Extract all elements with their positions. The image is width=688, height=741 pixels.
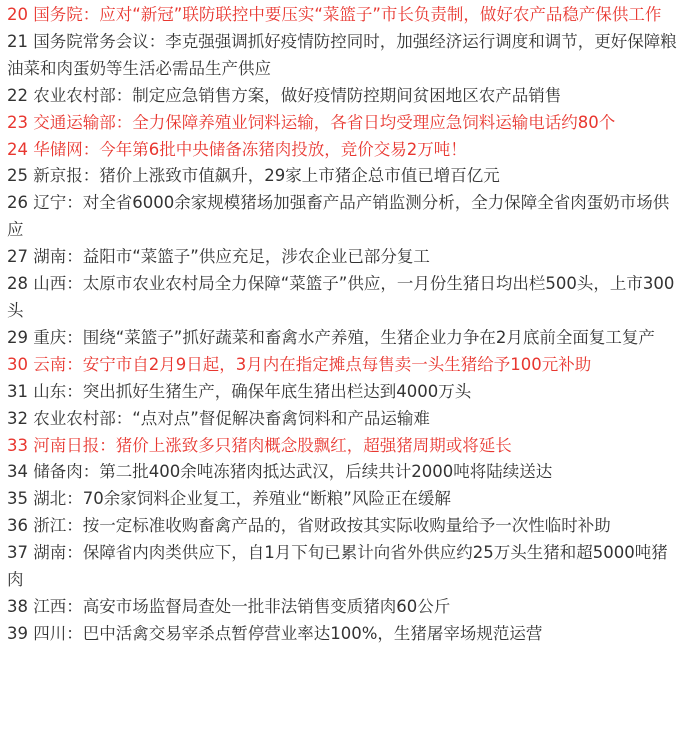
news-item: 32 农业农村部：“点对点”督促解决畜禽饲料和产品运输难 xyxy=(7,408,430,428)
news-item: 38 江西：高安市场监督局查处一批非法销售变质猪肉60公斤 xyxy=(7,596,451,616)
news-item: 29 重庆：围绕“菜篮子”抓好蔬菜和畜禽水产养殖，生猪企业力争在2月底前全面复工复产 xyxy=(7,327,655,347)
news-item: 25 新京报：猪价上涨致市值飙升，29家上市猪企总市值已增百亿元 xyxy=(7,166,500,186)
news-item: 31 山东：突出抓好生猪生产，确保年底生猪出栏达到4000万头 xyxy=(7,381,472,401)
news-item: 34 储备肉：第二批400余吨冻猪肉抵达武汉，后续共计2000吨将陆续送达 xyxy=(7,462,553,482)
news-item: 20 国务院：应对“新冠”联防联控中要压实“菜篮子”市长负责制，做好农产品稳产保供工作 xyxy=(7,5,662,24)
news-item: 33 河南日报：猪价上涨致多只猪肉概念股飘红，超强猪周期或将延长 xyxy=(7,435,512,455)
news-item: 22 农业农村部：制定应急销售方案，做好疫情防控期间贫困地区农产品销售 xyxy=(7,85,562,105)
news-item: 28 山西：太原市农业农村局全力保障“菜篮子”供应，一月份生猪日均出栏500头，上市300头 xyxy=(7,274,675,320)
news-item: 26 辽宁：对全省6000余家规模猪场加强畜产品产销监测分析，全力保障全省肉蛋奶市场供应 xyxy=(7,193,670,240)
news-item: 21 国务院常务会议：李克强强调抓好疫情防控同时，加强经济运行调度和调节，更好保障粮油菜和肉蛋奶等生活必需品生产供应 xyxy=(7,31,677,78)
news-item: 30 云南：安宁市自2月9日起，3月内在指定摊点每售卖一头生猪给予100元补助 xyxy=(7,354,592,374)
news-item: 35 湖北：70余家饲料企业复工，养殖业“断粮”风险正在缓解 xyxy=(7,489,451,509)
news-item: 36 浙江：按一定标准收购畜禽产品的，省财政按其实际收购量给予一次性临时补助 xyxy=(7,516,611,536)
news-item: 37 湖南：保障省内肉类供应下，自1月下旬已累计向省外供应约25万头生猪和超5000吨猪肉 xyxy=(7,543,668,590)
news-item: 39 四川：巴中活禽交易宰杀点暂停营业率达100%，生猪屠宰场规范运营 xyxy=(7,623,543,643)
news-item: 24 华储网：今年第6批中央储备冻猪肉投放，竞价交易2万吨！ xyxy=(7,139,467,159)
news-item: 23 交通运输部：全力保障养殖业饲料运输，各省日均受理应急饲料运输电话约80个 xyxy=(7,112,616,132)
news-item: 27 湖南：益阳市“菜篮子”供应充足，涉农企业已部分复工 xyxy=(7,247,430,267)
